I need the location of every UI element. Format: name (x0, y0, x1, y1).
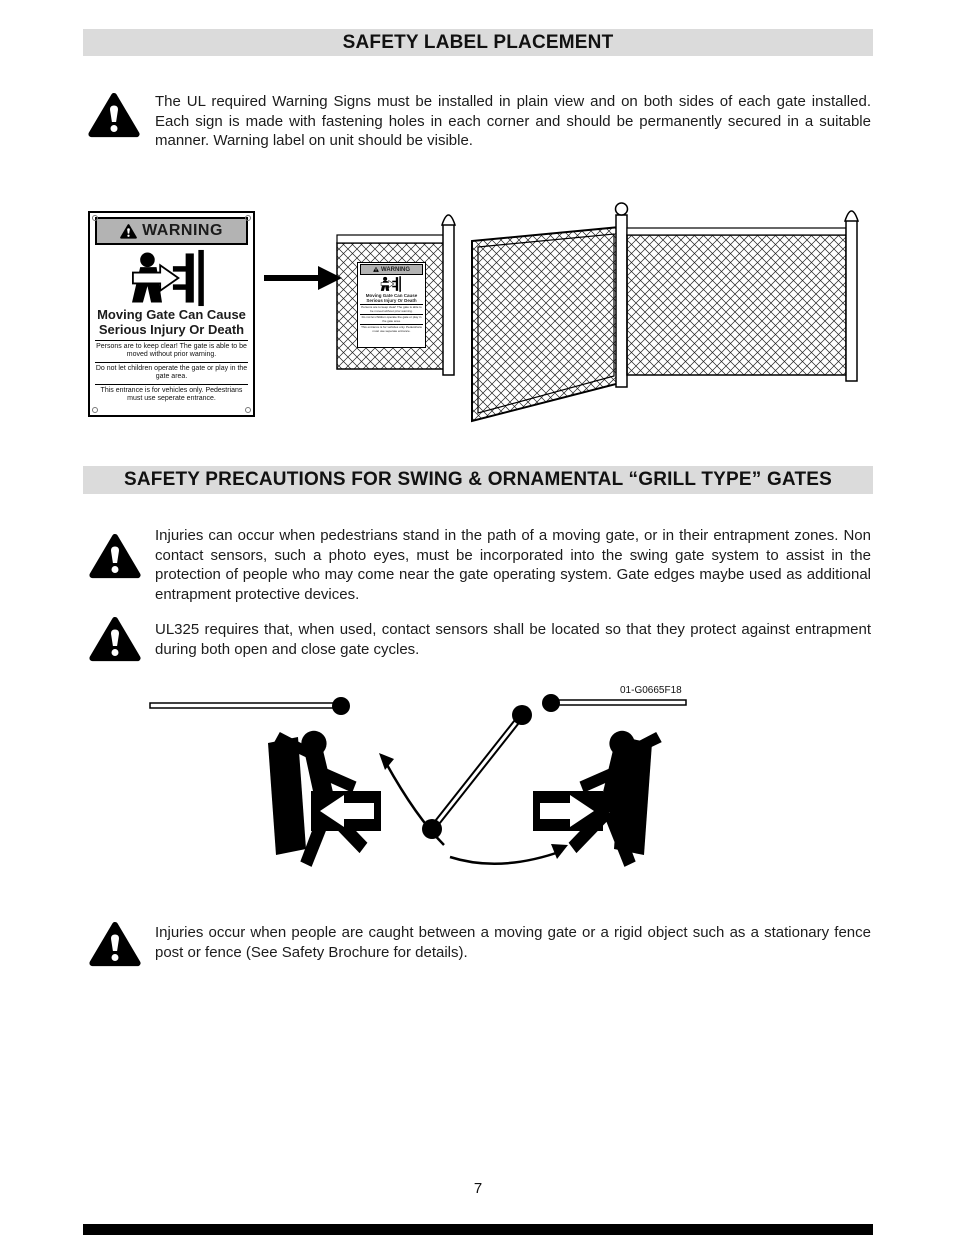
warning-triangle-icon (89, 616, 141, 663)
fastening-hole-icon (245, 215, 251, 221)
page-number: 7 (473, 1180, 483, 1197)
warning-glyph-icon (373, 267, 379, 272)
section2-title: SAFETY PRECAUTIONS FOR SWING & ORNAMENTAL “GRILL TYPE” GATES (124, 469, 832, 490)
warning-triangle-icon (88, 92, 140, 139)
label-placement-figure (83, 195, 873, 437)
warning-glyph-icon (120, 224, 137, 239)
mini-subtitle-line1: Moving Gate Can Cause (365, 293, 418, 298)
mini-subtitle-line2: Serious Injury Or Death (366, 298, 417, 303)
warning-label-note2: Do not let children operate the gate or play in the gate area. (95, 365, 248, 380)
divider (95, 384, 248, 385)
entrapment-figure (148, 683, 696, 898)
section2-header-bar (83, 466, 873, 494)
warning-label-title: WARNING (142, 222, 223, 239)
mini-warning-title: WARNING (381, 266, 410, 273)
warning-label-note3: This entrance is for vehicles only. Pedestrians must use seperate entrance. (100, 387, 243, 402)
warning-label-note1: Persons are to keep clear! The gate is able to be moved without prior warning. (96, 343, 247, 358)
section2-paragraph1: Injuries can occur when pedestrians stand in the path of a moving gate, or in their entrapment zones. Non contact sensors, such a photo eyes, must be incorporated into the swing gate system to assist in the protection of people who may come near the gate operating system. Gate edges maybe used as additional entrapment protective devices. (155, 527, 871, 603)
warning-label-header (95, 217, 248, 245)
gate-entrapment-illustration (148, 691, 693, 896)
warning-label-subtitle (95, 308, 248, 337)
mini-note3: This entrance is for vehicles only. Pedestrians must use seperate entrance. (361, 325, 422, 333)
fastening-hole-icon (245, 407, 251, 413)
mini-warning-label (357, 262, 426, 348)
gate-crush-pictogram-icon (378, 276, 406, 292)
mini-warning-label-header (360, 264, 423, 275)
section1-header-bar (83, 29, 873, 56)
section2-paragraph2: UL325 requires that, when used, contact sensors shall be located so that they protect against entrapment during both open and close gate cycles. (155, 621, 871, 658)
section1-title: SAFETY LABEL PLACEMENT (342, 31, 614, 53)
subtitle-line2: Serious Injury Or Death (98, 321, 245, 337)
subtitle-line1: Moving Gate Can Cause (97, 307, 246, 322)
fastening-hole-icon (92, 215, 98, 221)
divider (95, 340, 248, 341)
section2-paragraph3: Injuries occur when people are caught between a moving gate or a rigid object such as a stationary fence post or fence (See Safety Brochure for details). (155, 924, 871, 961)
warning-triangle-icon (89, 533, 141, 580)
gate-crush-pictogram-icon (122, 249, 222, 307)
figure-number-label: 01-G0665F18 (620, 685, 682, 696)
footer-bar (83, 1224, 873, 1235)
mini-note1: Persons are to keep clear! The gate is able to be moved without prior warning. (361, 305, 422, 313)
warning-label-sign (88, 211, 255, 417)
section1-paragraph: The UL required Warning Signs must be installed in plain view and on both sides of each gate installed. Each sign is made with fastening holes in each corner and should be permanently secured in a suitable manner. Warning label on unit should be visible. (155, 93, 871, 149)
divider (95, 362, 248, 363)
warning-triangle-icon (89, 921, 141, 968)
fastening-hole-icon (92, 407, 98, 413)
mini-note2: Do not let children operate the gate or play in the gate area. (361, 315, 422, 323)
